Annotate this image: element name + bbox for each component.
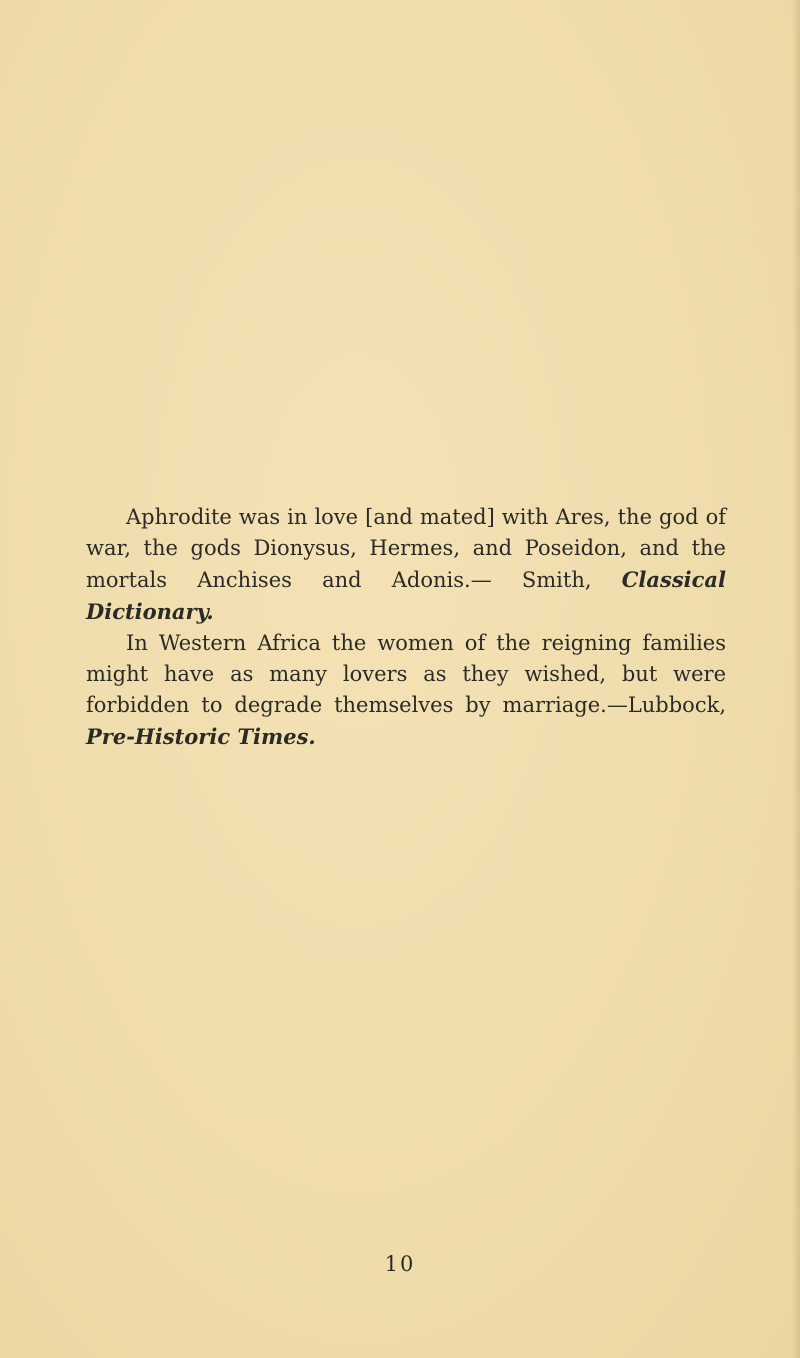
page-number: 10 — [384, 1252, 416, 1276]
source-title: Classical Dictionary. — [86, 567, 726, 624]
quote-paragraph — [86, 502, 726, 628]
quote-paragraph — [86, 628, 726, 753]
source-title: Pre-Historic Times. — [86, 724, 316, 749]
quotation-block — [86, 502, 726, 753]
quote-text: Aphrodite was in love [and mated] with Ares, the god of war, the gods Dionysus, Hermes, and Poseidon, and the mortals Anchises and Adonis.— Smith, — [86, 505, 726, 592]
quote-text: In Western Africa the women of the reigning families might have as many lovers as they wished, but were forbidden to degrade themselves by marriage.—Lubbock, — [86, 631, 726, 717]
